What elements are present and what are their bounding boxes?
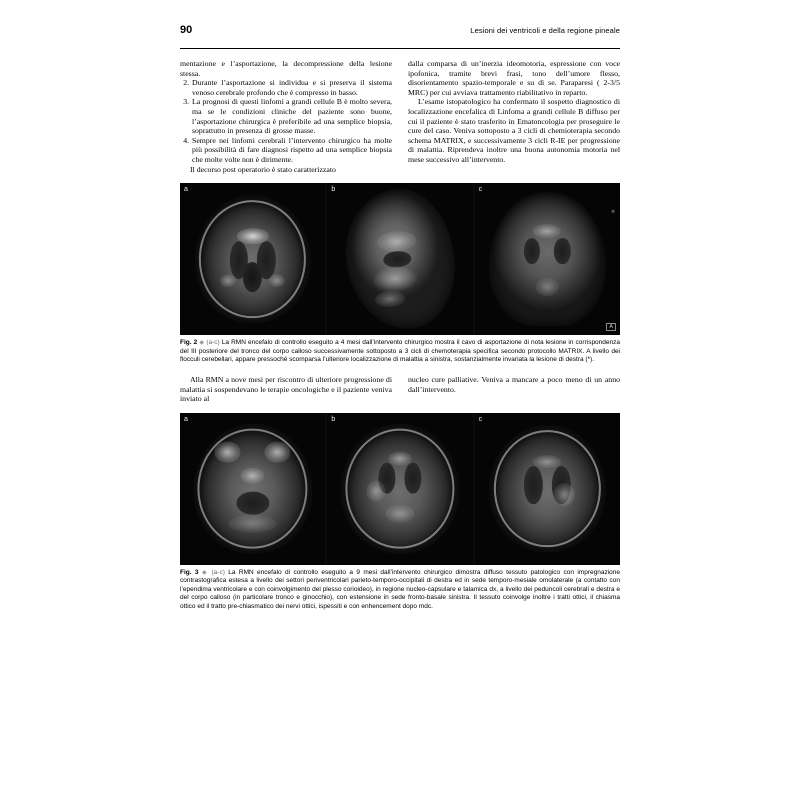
anterior-marker: A — [606, 323, 616, 331]
axial-basal-ganglia-mri — [327, 413, 472, 565]
right-paragraph-second: L’esame istopatologico ha confermato il sospetto diagnostico di localizzazione encefalica di Linfoma a grandi cellule B diffuso per cui il paziente è stato trasferito in Ematoncologia per proseguire le cure del caso. Veniva sottoposto a 3 cicli di chemioterapia secondo schema MATRIX, e successivamente 3 cicli R-IE per progressione di malattia. Riprendeva inoltre una buona autonomia motoria nel mese successivo all’intervento. — [408, 97, 620, 164]
axial-post-contrast-mri — [180, 183, 325, 335]
figure-3-image-strip — [180, 413, 620, 565]
list-item: 3. La prognosi di questi linfomi a grandi cellule B è molto severa, ma se le condizioni cliniche del paziente sono buone, l’asportazione chirurgica è preferibile ad una semplice biopsia, soprattutto in presenza di grosse masse. — [191, 97, 392, 135]
figure-2-panel-c — [475, 183, 620, 335]
mid-right-column — [408, 375, 620, 394]
figure-caption-diamond-icon: ◆ — [199, 340, 205, 347]
list-item: 2. Durante l’asportazione si individua e si preserva il sistema venoso cerebrale profondo che è compresso in basso. — [191, 78, 392, 97]
figure-3-panel-c — [475, 413, 620, 565]
figure-2-panel-a — [180, 183, 325, 335]
right-column — [408, 59, 620, 165]
panel-label: b — [331, 415, 336, 423]
figure-3 — [180, 413, 620, 612]
mid-right-paragraph: nucleo cure palliative. Veniva a mancare a poco meno di un anno dall’intervento. — [408, 374, 620, 394]
list-item: 4. Sempre nei linfomi cerebrali l’intervento chirurgico ha molte più possibilità di fare diagnosi rispetto ad una semplice biopsia che molte volte non è dirimente. — [191, 136, 392, 165]
mid-body-columns — [180, 375, 620, 404]
figure-caption-diamond-icon: ◆ — [201, 569, 209, 576]
body-columns — [180, 59, 620, 174]
panel-label: a — [184, 186, 188, 194]
figure-2-caption — [180, 339, 620, 365]
mid-left-column — [180, 375, 392, 404]
panel-label: b — [331, 186, 336, 194]
page-sheet — [180, 24, 620, 776]
left-numbered-list — [180, 78, 392, 164]
axial-skull-base-mri — [180, 413, 325, 565]
coronal-mri — [475, 183, 620, 335]
figure-3-panel-b — [327, 413, 472, 565]
figure-3-caption — [180, 569, 620, 612]
figure-2-panel-range: (a-c) — [206, 339, 220, 347]
mid-left-paragraph: Alla RMN a nove mesi per riscontro di ulteriore progressione di malattia si sospendevano le terapie oncologiche e il paziente veniva inviato al — [180, 374, 392, 404]
left-column — [180, 59, 392, 174]
figure-3-caption-text: La RMN encefalo di controllo eseguito a 9 mesi dall’intervento chirurgico dimostra diffuso tessuto patologico con impregnazione contrastografica estesa a livello dei settori periventricolari parieto-temporo-occipitali di destra ed in sede temporo-mesiale omolaterale (a contatto con l’ependima ventricolare e con coinvolgimento del plesso corioideo), in regione nucleo-capsulare e talamica dx, a livello dei peduncoli cerebrali e destra e del corpo calloso (in particolare tronco e ginocchio), con estensione in sede fronto-basale sinistra. Il tessuto coinvolge inoltre i tratti ottici, il chiasma ottico ed il tratto pre-chiasmatico dei nervi ottici, ispessiti e con enhencement dopo mdc. — [180, 568, 621, 611]
left-paragraph-top: mentazione e l’asportazione, la decompressione della lesione stessa. — [180, 59, 392, 78]
figure-3-number: Fig. 3 — [180, 568, 199, 576]
page-number: 90 — [180, 24, 193, 36]
axial-ventricles-mri — [475, 413, 620, 565]
running-head — [180, 24, 620, 49]
figure-2-caption-text: La RMN encefalo di controllo eseguito a 4 mesi dall’intervento chirurgico mostra il cavo di asportazione di nota lesione in corrispondenza del III posteriore del tronco del corpo calloso successivamente sottoposto a 3 cicli di chemoterapia specifica secondo protocollo MATRIX. A livello dei flocculi cerebellari, appare pressoché scomparsa l’ulteriore localizzazione di malattia a sinistra, sostanzialmente invariata la lesione di destra (*). — [180, 339, 620, 364]
left-paragraph-after-list: Il decorso post operatorio è stato caratterizzato — [190, 164, 336, 174]
panel-label: c — [478, 186, 483, 194]
panel-label: a — [184, 415, 188, 423]
figure-2-panel-b — [327, 183, 472, 335]
figure-3-panel-a — [180, 413, 325, 565]
running-title: Lesioni dei ventricoli e della regione pineale — [470, 26, 620, 35]
orientation-marker: R — [611, 209, 615, 215]
figure-3-panel-range: (a-c) — [211, 568, 225, 576]
sagittal-mri — [327, 183, 472, 335]
right-paragraph-top: dalla comparsa di un’inerzia ideomotoria, espressione con voce ipofonica, tramite brevi frasi, tono dell’umore flesso, disorientamento spazio-temporale e su di se. Paraparesi ( 2-3/5 MRC) per cui avviava trattamento riabilitativo in reparto. — [408, 59, 620, 97]
figure-2-image-strip — [180, 183, 620, 335]
figure-2-number: Fig. 2 — [180, 339, 198, 347]
figure-2 — [180, 183, 620, 365]
panel-label: c — [478, 415, 483, 423]
